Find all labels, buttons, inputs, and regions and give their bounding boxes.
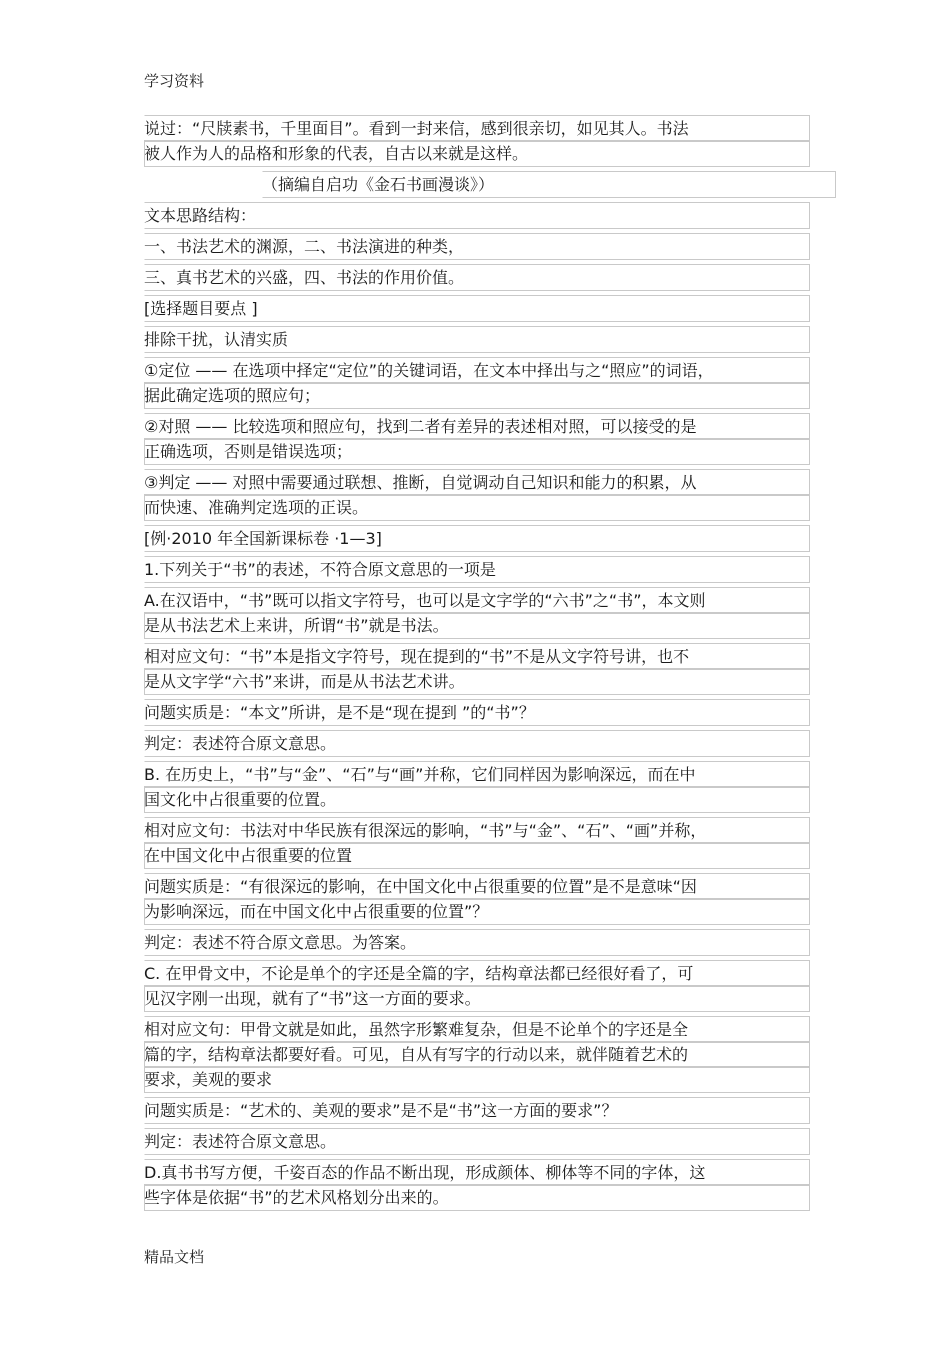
text-line: ③判定 —— 对照中需要通过联想、推断，自觉调动自己知识和能力的积累，从 (144, 473, 697, 492)
text-line: 判定：表述符合原文意思。 (144, 734, 337, 753)
paragraph (144, 526, 824, 551)
text-line: 问题实质是：“有很深远的影响，在中国文化中占很重要的位置”是不是意味“因 (144, 877, 697, 896)
text-line: 而快速、准确判定选项的正误。 (144, 498, 369, 517)
text-line: [例·2010 年全国新课标卷 ·1—3] (144, 529, 382, 548)
paragraph (144, 700, 824, 725)
text-line: 要求，美观的要求 (144, 1070, 273, 1089)
text-line: 被人作为人的品格和形象的代表，自古以来就是这样。 (144, 144, 529, 163)
text-line: 是从文字学“六书”来讲，而是从书法艺术讲。 (144, 672, 465, 691)
text-line: 相对应文句：“书”本是指文字符号，现在提到的“书”不是从文字符号讲，也不 (144, 647, 690, 666)
paragraph (144, 1098, 824, 1123)
paragraph (144, 1017, 824, 1092)
paragraph (144, 116, 824, 166)
paragraph (144, 588, 824, 638)
text-line: 一、书法艺术的渊源，二、书法演进的种类， (144, 237, 465, 256)
text-line: 文本思路结构： (144, 206, 257, 225)
paragraph (144, 172, 824, 197)
paragraph (144, 762, 824, 812)
paragraph (144, 1160, 824, 1210)
paragraph (144, 818, 824, 868)
paragraph (144, 296, 824, 321)
text-line: ②对照 —— 比较选项和照应句，找到二者有差异的表述相对照，可以接受的是 (144, 417, 697, 436)
text-line: 相对应文句：书法对中华民族有很深远的影响，“书”与“金”、“石”、“画”并称， (144, 821, 707, 840)
text-line: 相对应文句：甲骨文就是如此，虽然字形繁难复杂，但是不论单个的字还是全 (144, 1020, 689, 1039)
text-line: 问题实质是：“本文”所讲，是不是“现在提到 ”的“书”？ (144, 703, 535, 722)
document-body (144, 116, 824, 1216)
text-line: A.在汉语中，“书”既可以指文字符号，也可以是文字学的“六书”之“书”，本文则 (144, 591, 706, 610)
text-line: 三、真书艺术的兴盛，四、书法的作用价值。 (144, 268, 465, 287)
paragraph (144, 470, 824, 520)
text-line: 在中国文化中占很重要的位置 (144, 846, 353, 865)
text-line: B. 在历史上，“书”与“金”、“石”与“画”并称，它们同样因为影响深远，而在中 (144, 765, 696, 784)
text-line: 判定：表述不符合原文意思。为答案。 (144, 933, 417, 952)
paragraph (144, 234, 824, 259)
text-line: [选择题目要点 ] (144, 299, 258, 318)
paragraph (144, 731, 824, 756)
paragraph (144, 644, 824, 694)
text-line: 国文化中占很重要的位置。 (144, 790, 337, 809)
page-footer: 精品文档 (144, 1248, 205, 1266)
text-line: 些字体是依据“书”的艺术风格划分出来的。 (144, 1188, 449, 1207)
paragraph (144, 930, 824, 955)
text-line: 说过：“尺牍素书，千里面目”。看到一封来信，感到很亲切，如见其人。书法 (144, 119, 689, 138)
paragraph (144, 961, 824, 1011)
text-line: 问题实质是：“艺术的、美观的要求”是不是“书”这一方面的要求”？ (144, 1101, 618, 1120)
paragraph (144, 265, 824, 290)
text-line: ①定位 —— 在选项中择定“定位”的关键词语，在文本中择出与之“照应”的词语， (144, 361, 714, 380)
text-line: 1.下列关于“书”的表述，不符合原文意思的一项是 (144, 560, 496, 579)
paragraph (144, 327, 824, 352)
text-line: 据此确定选项的照应句； (144, 386, 321, 405)
page-header: 学习资料 (144, 72, 205, 90)
paragraph (144, 1129, 824, 1154)
paragraph (144, 414, 824, 464)
text-line: 见汉字刚一出现，就有了“书”这一方面的要求。 (144, 989, 481, 1008)
text-line: 为影响深远，而在中国文化中占很重要的位置”？ (144, 902, 489, 921)
text-line: D.真书书写方便，千姿百态的作品不断出现，形成颜体、柳体等不同的字体，这 (144, 1163, 706, 1182)
paragraph (144, 203, 824, 228)
text-line: （摘编自启功《金石书画漫谈》） (262, 175, 495, 194)
text-line: C. 在甲骨文中，不论是单个的字还是全篇的字，结构章法都已经很好看了，可 (144, 964, 694, 983)
text-line: 篇的字，结构章法都要好看。可见，自从有写字的行动以来，就伴随着艺术的 (144, 1045, 689, 1064)
text-line: 排除干扰，认清实质 (144, 330, 289, 349)
paragraph (144, 358, 824, 408)
text-line: 正确选项，否则是错误选项； (144, 442, 353, 461)
paragraph (144, 874, 824, 924)
paragraph (144, 557, 824, 582)
text-line: 判定：表述符合原文意思。 (144, 1132, 337, 1151)
text-line: 是从书法艺术上来讲，所谓“书”就是书法。 (144, 616, 449, 635)
